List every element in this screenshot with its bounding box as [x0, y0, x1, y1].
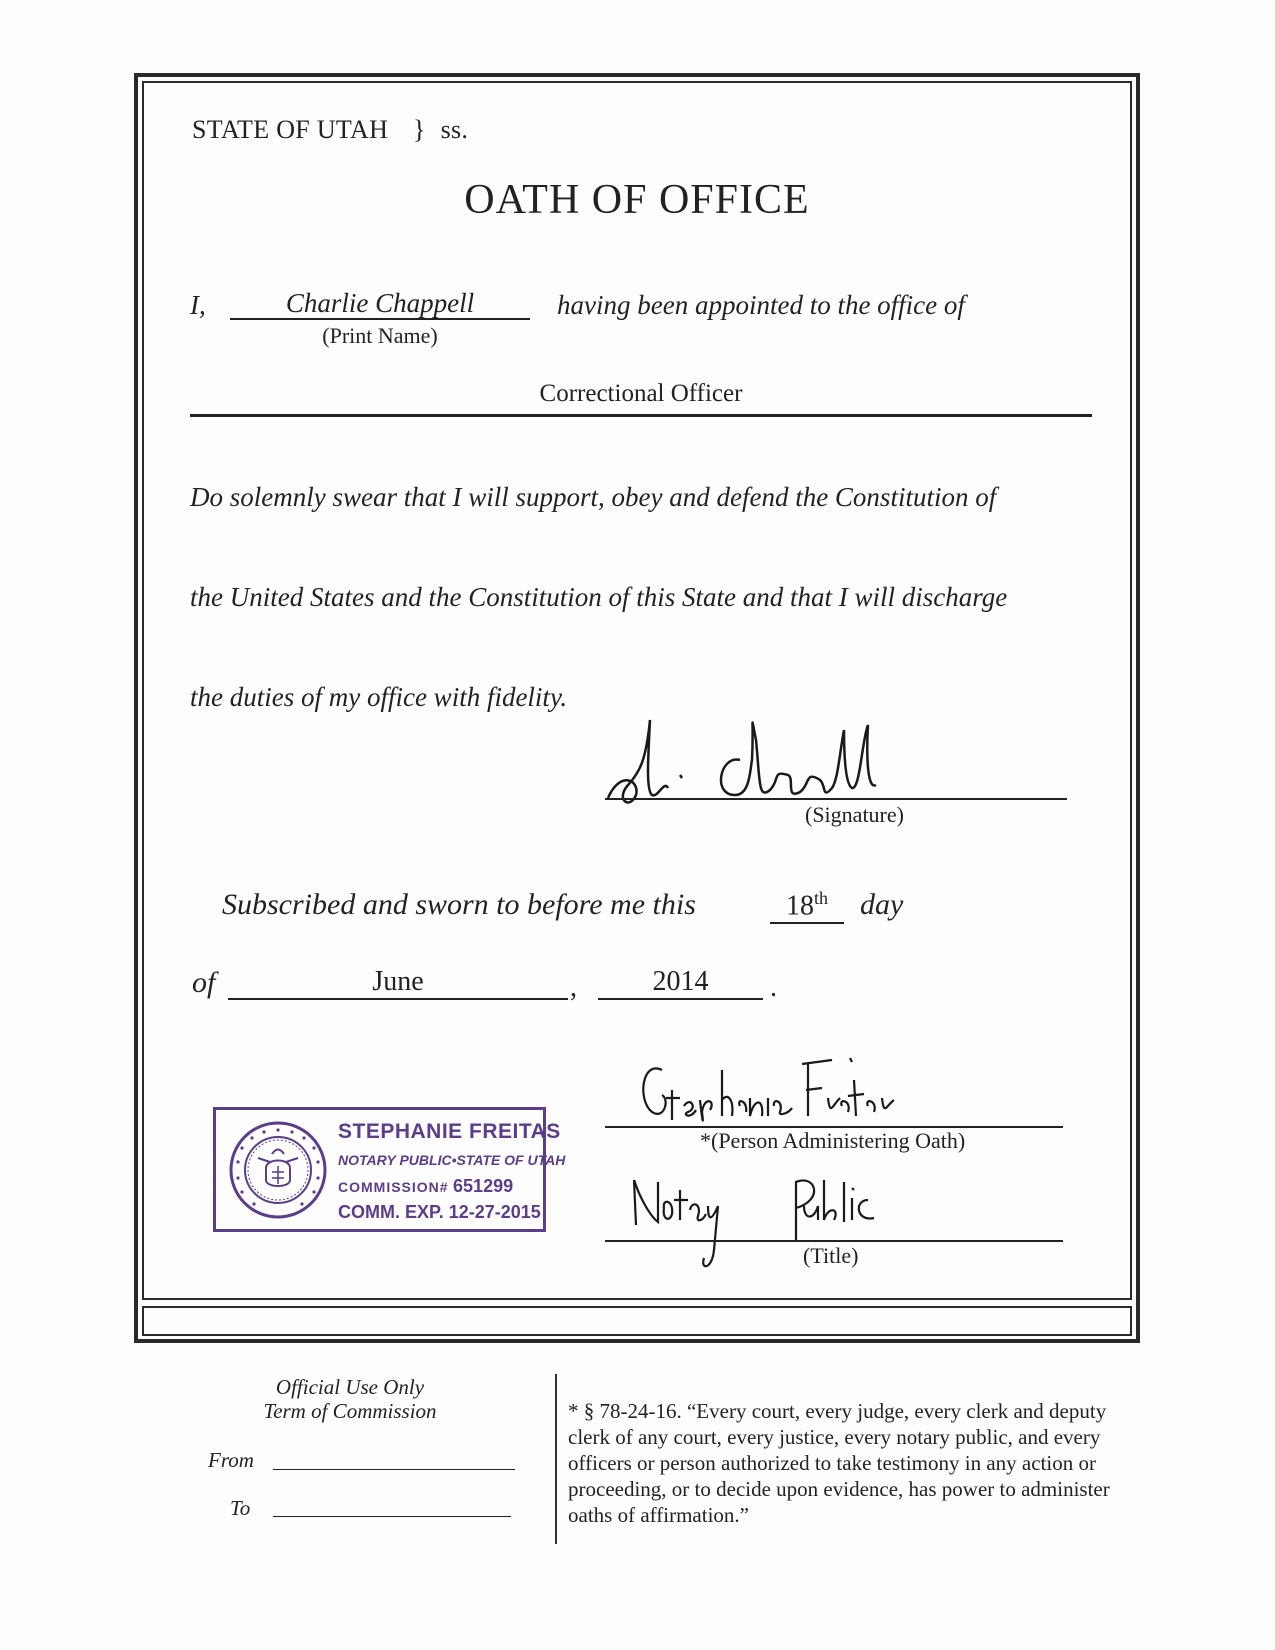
notary-jurisdiction: NOTARY PUBLIC•STATE OF UTAH: [338, 1152, 566, 1168]
from-field[interactable]: [273, 1469, 515, 1470]
notary-title-handwriting: [628, 1170, 928, 1280]
day-value: [770, 888, 844, 922]
print-name-caption: (Print Name): [322, 323, 438, 348]
appointee-signature: [600, 700, 960, 820]
pronoun-prefix: I,: [190, 290, 206, 320]
appointee-name: Charlie Chappell: [285, 288, 475, 318]
signature-caption: (Signature): [805, 802, 904, 827]
day-underline: [770, 922, 844, 924]
title-line: [605, 1240, 1063, 1242]
from-label: From: [208, 1448, 254, 1472]
commission-number: 651299: [453, 1176, 514, 1196]
state-seal-icon: [228, 1120, 328, 1220]
scilicet: ss.: [440, 115, 469, 144]
oath-line-3: the duties of my office with fidelity.: [190, 682, 568, 712]
venue-brace: }: [413, 115, 426, 144]
office-underline: [190, 414, 1092, 417]
commission-label: COMMISSION#: [338, 1179, 449, 1195]
state-venue-line: [192, 115, 468, 145]
name-underline: [230, 318, 530, 320]
notary-stamp: [213, 1107, 566, 1232]
notary-name: STEPHANIE FREITAS: [338, 1120, 561, 1143]
year-underline: [598, 998, 763, 1000]
month-value: June: [372, 966, 424, 997]
state-name: STATE OF UTAH: [192, 115, 389, 144]
day-number: 18: [785, 890, 814, 922]
footer-divider: [555, 1374, 557, 1544]
to-label: To: [230, 1496, 251, 1520]
notary-signature: [632, 1050, 972, 1125]
official-use-heading: Official Use Only: [275, 1375, 425, 1399]
statute-footnote: * § 78-24-16. “Every court, every judge, every clerk and deputy clerk of any court, every justice, every notary public, and every officers or person authorized to take testimony in any action or proceeding, or to decide upon evidence, has power to administer oaths of affirmation.”: [568, 1399, 1110, 1527]
administering-officer-caption: *(Person Administering Oath): [700, 1128, 966, 1153]
year-value: 2014: [652, 966, 709, 997]
month-underline: [228, 998, 568, 1000]
of-word: of: [192, 966, 216, 999]
month-comma: ,: [570, 972, 577, 1003]
term-of-commission-heading: Term of Commission: [263, 1399, 437, 1423]
bottom-border-band: [142, 1306, 1132, 1336]
subscribed-text: Subscribed and sworn to before me this: [222, 888, 696, 921]
day-suffix: th: [813, 888, 828, 908]
year-period: .: [770, 972, 777, 1003]
oath-line-2: the United States and the Constitution of this State and that I will discharge: [190, 582, 1008, 612]
to-field[interactable]: [273, 1516, 511, 1517]
commission-expiration: COMM. EXP. 12-27-2015: [338, 1202, 541, 1222]
title-caption: (Title): [803, 1243, 859, 1268]
day-word: day: [860, 888, 904, 921]
signature-line: [605, 798, 1067, 800]
document-title: OATH OF OFFICE: [464, 177, 810, 223]
office-title: Correctional Officer: [539, 380, 743, 407]
oath-line-1: Do solemnly swear that I will support, obey and defend the Constitution of: [190, 482, 997, 512]
appointed-text: having been appointed to the office of: [557, 290, 965, 320]
notary-commission: [338, 1176, 513, 1197]
